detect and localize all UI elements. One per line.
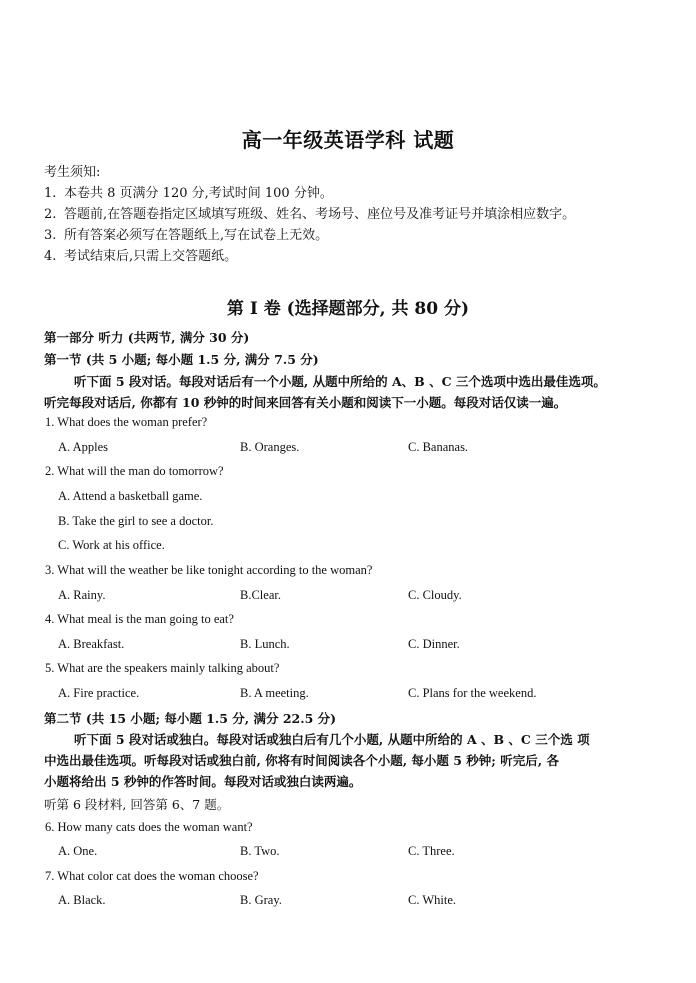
exam-notice bbox=[44, 162, 575, 267]
volume-title: 第 I 卷 (选择题部分, 共 80 分) bbox=[226, 299, 470, 319]
answer-option: A. Breakfast. bbox=[58, 637, 125, 651]
question: 5. What are the speakers mainly talking about? bbox=[45, 661, 280, 675]
answer-option: B. Gray. bbox=[240, 893, 282, 907]
answer-option: A. Black. bbox=[58, 893, 106, 907]
notice-item-number: 3. bbox=[44, 228, 57, 243]
answer-option: C. White. bbox=[408, 893, 457, 907]
answer-option: B. Oranges. bbox=[240, 440, 300, 454]
notice-item-text: 所有答案必须写在答题纸上,写在试卷上无效。 bbox=[64, 228, 329, 243]
section-instructions-line: 听下面 5 段对话或独白。每段对话或独白后有几个小题, 从题中所给的 A 、B 、C 三个选 项 bbox=[74, 732, 590, 747]
section-instructions-line: 小题将给出 5 秒钟的作答时间。每段对话或独白读两遍。 bbox=[44, 774, 362, 789]
question: 1. What does the woman prefer? bbox=[45, 415, 208, 429]
question: 7. What color cat does the woman choose? bbox=[45, 869, 259, 883]
notice-item-text: 考试结束后,只需上交答题纸。 bbox=[64, 249, 238, 264]
answer-option: C. Bananas. bbox=[408, 440, 469, 454]
answer-option: B. A meeting. bbox=[240, 686, 309, 700]
answer-option: C. Plans for the weekend. bbox=[408, 686, 537, 700]
answer-option: A. Fire practice. bbox=[58, 686, 140, 700]
answer-option: C. Dinner. bbox=[408, 637, 460, 651]
question: 3. What will the weather be like tonight according to the woman? bbox=[45, 563, 373, 577]
answer-option: B. Two. bbox=[240, 844, 280, 858]
notice-item bbox=[44, 225, 575, 246]
section-heading: 第二节 (共 15 小题; 每小题 1.5 分, 满分 22.5 分) bbox=[44, 711, 337, 726]
answer-option: A. Attend a basketball game. bbox=[58, 489, 203, 503]
notice-item bbox=[44, 183, 575, 204]
answer-option: C. Cloudy. bbox=[408, 588, 462, 602]
answer-option: A. Rainy. bbox=[58, 588, 106, 602]
question: 4. What meal is the man going to eat? bbox=[45, 612, 234, 626]
section-heading: 第一节 (共 5 小题; 每小题 1.5 分, 满分 7.5 分) bbox=[44, 352, 319, 367]
material-instruction: 听第 6 段材料, 回答第 6、7 题。 bbox=[44, 797, 230, 812]
exam-title: 高一年级英语学科 试题 bbox=[241, 128, 455, 152]
notice-item-text: 答题前,在答题卷指定区域填写班级、姓名、考场号、座位号及准考证号并填涂相应数字。 bbox=[64, 207, 576, 222]
notice-item-number: 4. bbox=[44, 249, 57, 264]
answer-option: C. Three. bbox=[408, 844, 455, 858]
notice-item bbox=[44, 246, 575, 267]
answer-option: C. Work at his office. bbox=[58, 538, 165, 552]
answer-option: B. Take the girl to see a doctor. bbox=[58, 514, 214, 528]
section-instructions-line: 听完每段对话后, 你都有 10 秒钟的时间来回答有关小题和阅读下一小题。每段对话仅读一遍。 bbox=[44, 395, 567, 410]
notice-item-number: 1. bbox=[44, 186, 57, 201]
answer-option: A. Apples bbox=[58, 440, 108, 454]
section-instructions-line: 听下面 5 段对话。每段对话后有一个小题, 从题中所给的 A、B 、C 三个选项中选出最佳选项。 bbox=[74, 374, 606, 389]
part-heading: 第一部分 听力 (共两节, 满分 30 分) bbox=[44, 330, 250, 345]
question: 2. What will the man do tomorrow? bbox=[45, 464, 224, 478]
section-instructions-line: 中选出最佳选项。听每段对话或独白前, 你将有时间阅读各个小题, 每小题 5 秒钟; 听完后, 各 bbox=[44, 753, 559, 768]
answer-option: A. One. bbox=[58, 844, 98, 858]
notice-item-text: 本卷共 8 页满分 120 分,考试时间 100 分钟。 bbox=[64, 186, 333, 201]
notice-heading: 考生须知: bbox=[44, 165, 101, 180]
notice-item-number: 2. bbox=[44, 207, 57, 222]
answer-option: B.Clear. bbox=[240, 588, 281, 602]
question: 6. How many cats does the woman want? bbox=[45, 820, 253, 834]
notice-item bbox=[44, 204, 575, 225]
answer-option: B. Lunch. bbox=[240, 637, 290, 651]
